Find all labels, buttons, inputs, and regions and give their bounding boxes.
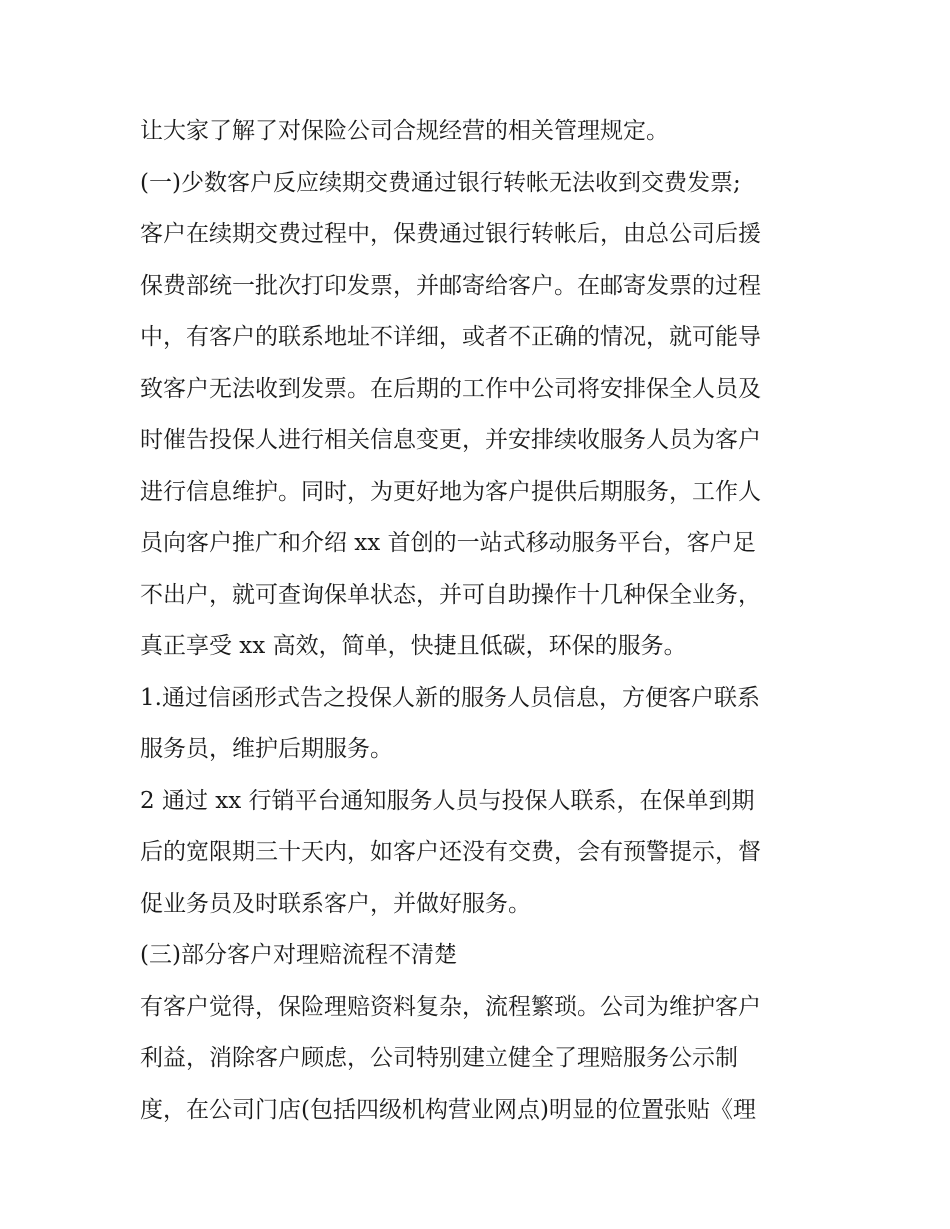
text-line: 利益，消除客户顾虑，公司特别建立健全了理赔服务公示制 [140, 1045, 738, 1071]
text-line: 让大家了解了对保险公司合规经营的相关管理规定。 [140, 118, 669, 144]
list-item: 1.通过信函形式告之投保人新的服务人员信息，方便客户联系 [140, 684, 760, 711]
text-line: 致客户无法收到发票。在后期的工作中公司将安排保全人员及 [140, 375, 761, 402]
text-line: 真正享受 xx 高效，简单，快捷且低碳，环保的服务。 [140, 633, 687, 659]
text-line: 服务员，维护后期服务。 [140, 736, 393, 762]
document-body [140, 106, 830, 1136]
text-line: 保费部统一批次打印发票，并邮寄给客户。在邮寄发票的过程 [140, 272, 761, 299]
text-line: 中，有客户的联系地址不详细，或者不正确的情况，就可能导 [140, 324, 761, 350]
text-line: 员向客户推广和介绍 xx 首创的一站式移动服务平台，客户足 [140, 530, 756, 556]
text-line: 不出户，就可查询保单状态，并可自助操作十几种保全业务， [140, 581, 761, 608]
text-line: 度，在公司门店(包括四级机构营业网点)明显的位置张贴《理 [140, 1096, 756, 1123]
text-line: 进行信息维护。同时，为更好地为客户提供后期服务，工作人 [140, 478, 761, 505]
text-line: 时催告投保人进行相关信息变更，并安排续收服务人员为客户 [140, 427, 761, 453]
section-heading: (一)少数客户反应续期交费通过银行转帐无法收到交费发票; [140, 169, 741, 196]
text-line: 有客户觉得，保险理赔资料复杂，流程繁琐。公司为维护客户 [140, 993, 761, 1020]
text-line: 促业务员及时联系客户，并做好服务。 [140, 890, 531, 917]
text-line: 客户在续期交费过程中，保费通过银行转帐后，由总公司后援 [140, 221, 761, 247]
section-heading: (三)部分客户对理赔流程不清楚 [140, 942, 457, 968]
text-line: 后的宽限期三十天内，如客户还没有交费，会有预警提示，督 [140, 839, 761, 865]
list-item: 2 通过 xx 行销平台通知服务人员与投保人联系，在保单到期 [140, 787, 755, 814]
